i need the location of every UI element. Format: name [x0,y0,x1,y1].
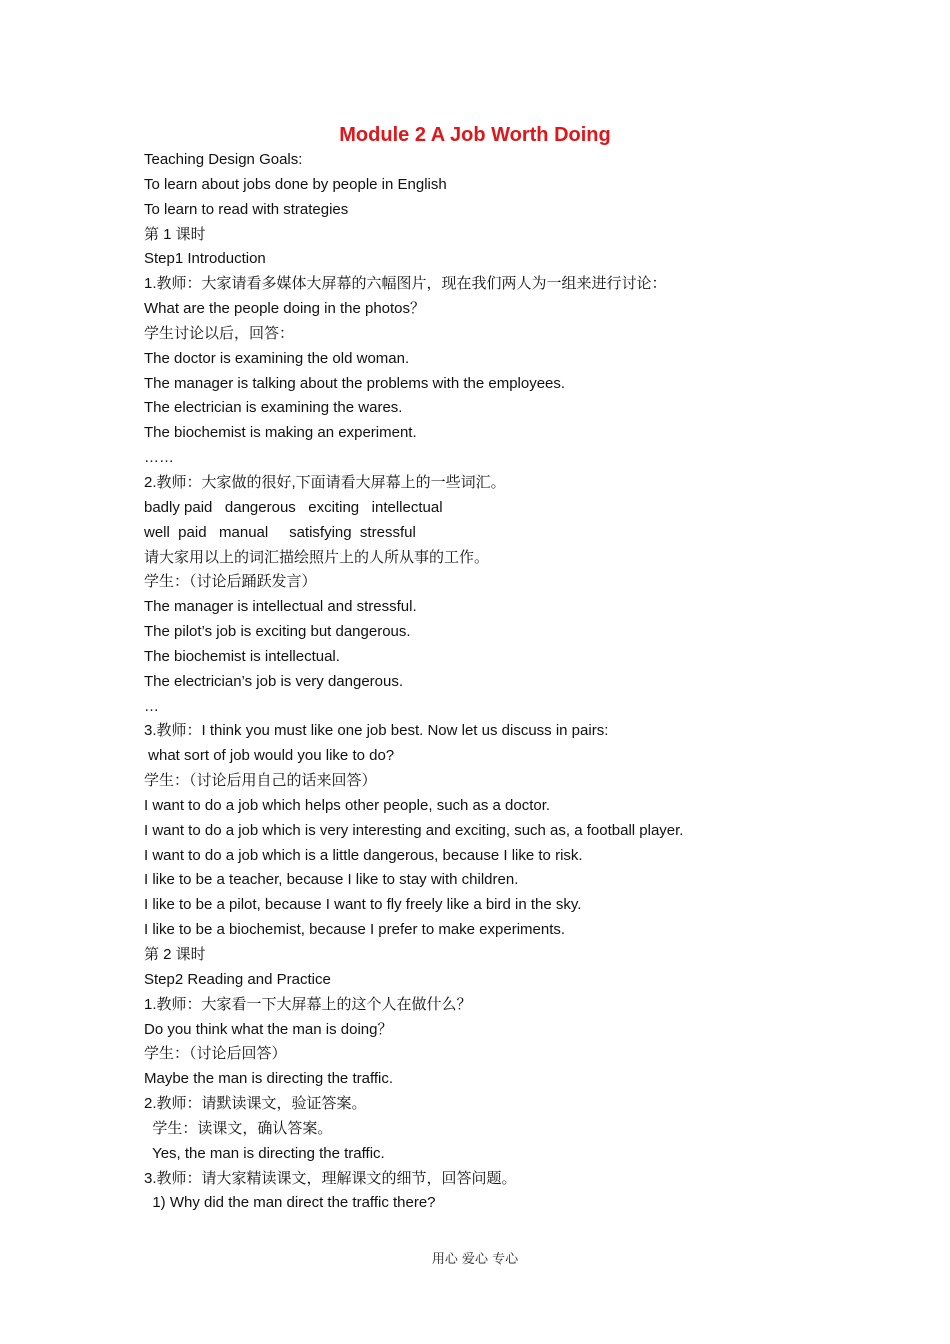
text-line: 第 2 课时 [144,946,206,963]
text-line: 学生：（讨论后回答） [144,1045,287,1063]
text-line: To learn to read with strategies [144,200,349,218]
page-footer: 用心 爱心 专心 [431,1252,519,1267]
text-line: The doctor is examining the old woman. [144,349,410,367]
text-line: The electrician’s job is very dangerous. [144,672,404,690]
text-line: 第 1 课时 [144,225,206,243]
text-line: 学生讨论以后，回答： [144,324,295,342]
text-line: I like to be a pilot, because I want to fly freely like a bird in the sky. [144,896,582,914]
text-line: To learn about jobs done by people in English [144,175,447,193]
document-body [144,148,844,1216]
text-line: The manager is talking about the problems with the employees. [144,374,566,392]
text-line: The pilot’s job is exciting but dangerous. [144,623,411,641]
text-line: 2.教师：请默读课文，验证答案。 [144,1095,367,1113]
text-line: I want to do a job which is a little dangerous, because I like to risk. [144,846,583,864]
document-title: Module 2 A Job Worth Doing [339,124,611,146]
text-line: Do you think what the man is doing？ [144,1020,393,1038]
text-line: 2.教师：大家做的很好,下面请看大屏幕上的一些词汇。 [144,473,506,491]
text-line: 1) Why did the man direct the traffic there? [144,1194,436,1212]
text-line: I want to do a job which is very interesting and exciting, such as, a football player. [144,821,684,839]
text-line: badly paid dangerous exciting intellectual [144,498,443,516]
text-line: 学生：读课文，确认答案。 [144,1119,333,1137]
text-line: 3.教师：请大家精读课文，理解课文的细节，回答问题。 [144,1169,517,1187]
text-line: Yes, the man is directing the traffic. [144,1144,385,1162]
text-line: what sort of job would you like to do? [144,747,395,765]
text-line: Step1 Introduction [144,250,266,268]
text-line: …… [144,449,174,467]
text-line: I want to do a job which helps other people, such as a doctor. [144,796,551,814]
text-line: What are the people doing in the photos？ [144,300,426,318]
text-line: The biochemist is making an experiment. [144,424,417,442]
text-line: I like to be a biochemist, because I prefer to make experiments. [144,921,566,939]
text-line: 1.教师：大家看一下大屏幕上的这个人在做什么？ [144,995,472,1013]
text-line: Maybe the man is directing the traffic. [144,1070,394,1088]
text-line: The biochemist is intellectual. [144,647,340,665]
text-line: The electrician is examining the wares. [144,399,403,417]
text-line: Step2 Reading and Practice [144,970,331,988]
text-line: 1.教师：大家请看多媒体大屏幕的六幅图片，现在我们两人为一组来进行讨论： [144,275,667,293]
text-line: 学生：（讨论后用自己的话来回答） [144,772,377,790]
text-line: 学生：（讨论后踊跃发言） [144,573,317,591]
text-line: … [144,697,159,715]
text-line: well paid manual satisfying stressful [144,523,416,541]
text-line: 请大家用以上的词汇描绘照片上的人所从事的工作。 [144,548,490,566]
text-line: Teaching Design Goals: [144,151,303,168]
text-line: 3.教师：I think you must like one job best. Now let us discuss in pairs: [144,722,609,740]
text-line: The manager is intellectual and stressful. [144,598,417,616]
text-line: I like to be a teacher, because I like to stay with children. [144,871,519,889]
